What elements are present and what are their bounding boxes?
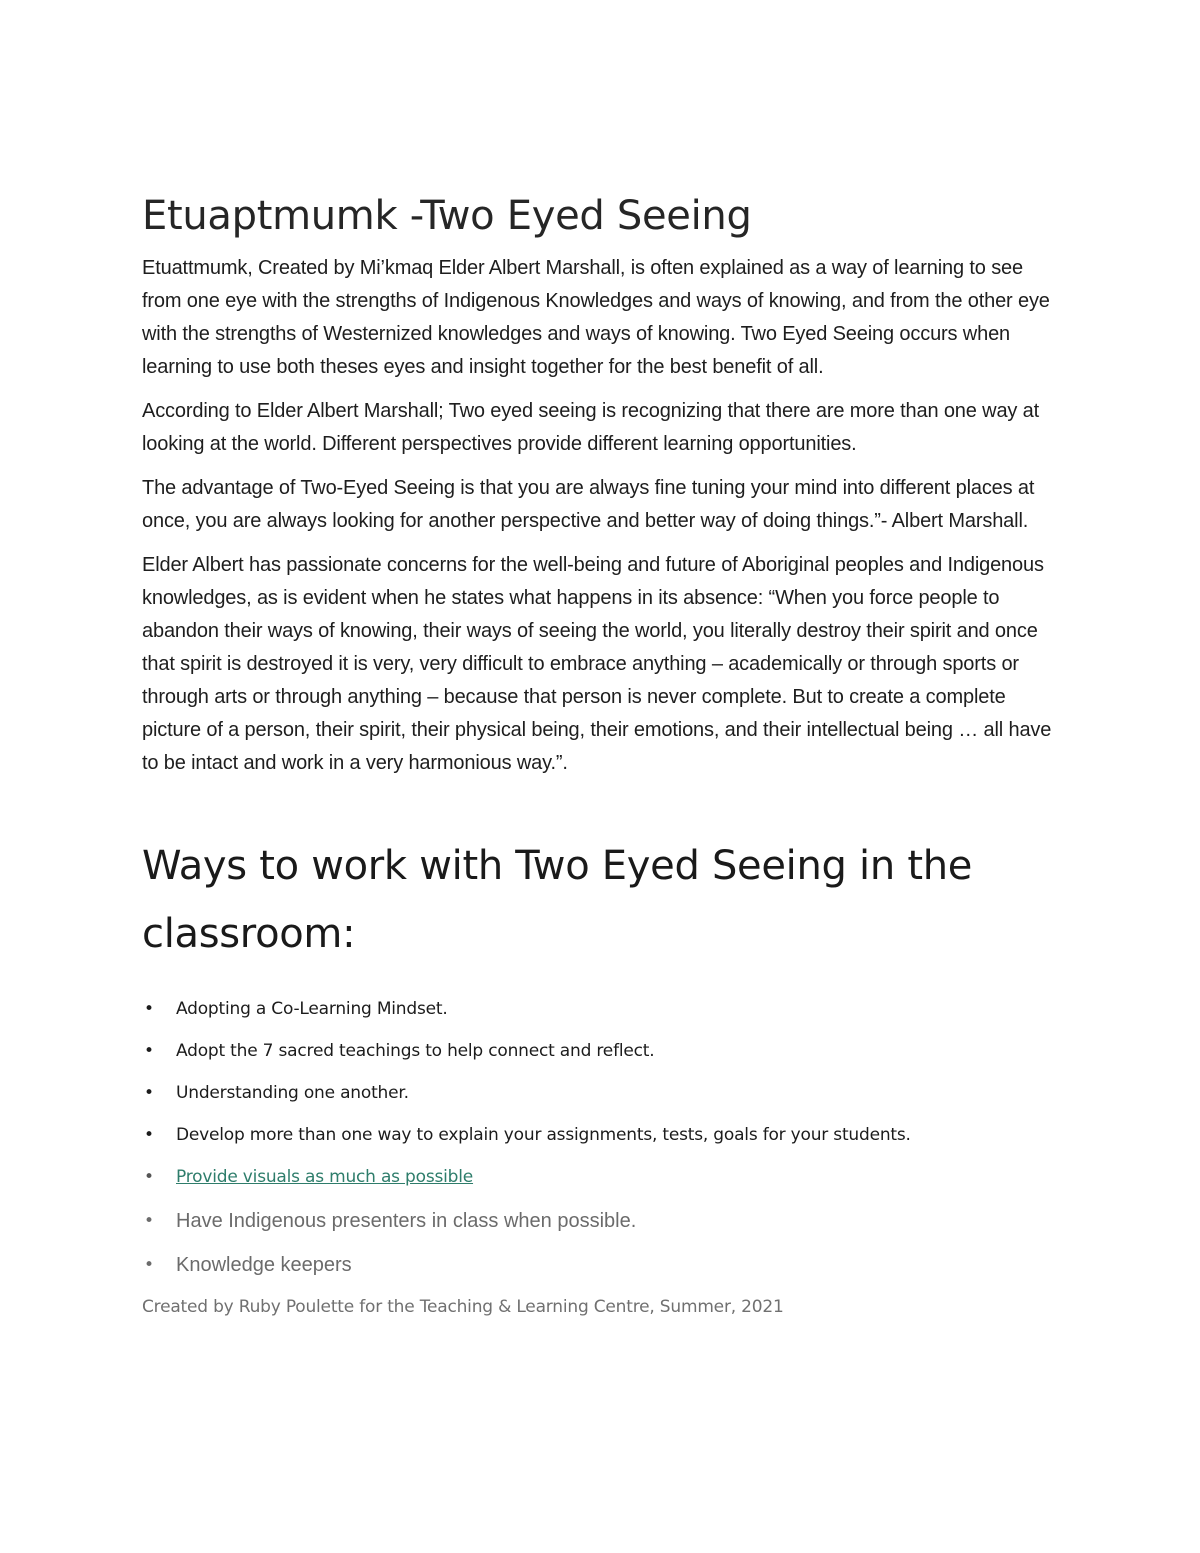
- section-heading-ways: Ways to work with Two Eyed Seeing in the classroom:: [142, 843, 973, 957]
- list-item-text: Adopt the 7 sacred teachings to help connect and reflect.: [176, 1041, 655, 1061]
- list-item-text: Adopting a Co-Learning Mindset.: [176, 999, 448, 1019]
- list-item-text: Have Indigenous presenters in class when possible.: [176, 1210, 637, 1232]
- list-item: [142, 1072, 1062, 1114]
- list-item: [142, 1243, 1062, 1287]
- list-item: [142, 1156, 1062, 1199]
- paragraph-elder-concerns: Elder Albert has passionate concerns for the well-being and future of Aboriginal peoples and Indigenous knowledges, as is evident when he states what happens in its absence: “When you force people to abandon their ways of knowing, their ways of seeing the world, you literally destroy their spirit and once that spirit is destroyed it is very, very difficult to embrace anything – academically or through sports or through arts or through anything – because that person is never complete. But to create a complete picture of a person, their spirit, their physical being, their emotions, and their intellectual being … all have to be intact and work in a very harmonious way.”.: [142, 554, 1052, 774]
- list-item: [142, 988, 1062, 1030]
- bullet-icon: •: [144, 999, 154, 1019]
- document-content: [142, 188, 1062, 1327]
- bullet-icon: •: [144, 1211, 155, 1231]
- paragraph-marshall-view: According to Elder Albert Marshall; Two eyed seeing is recognizing that there are more than one way at looking at the world. Different perspectives provide different learning opportunities.: [142, 400, 1040, 455]
- bullet-icon: •: [144, 1255, 155, 1275]
- document-title: Etuaptmumk -Two Eyed Seeing: [142, 193, 752, 239]
- ways-list: [142, 988, 1062, 1287]
- list-item: [142, 1030, 1062, 1072]
- list-item-text: Knowledge keepers: [176, 1254, 352, 1276]
- list-item-text: Understanding one another.: [176, 1083, 409, 1103]
- bullet-icon: •: [144, 1041, 154, 1061]
- document-footer-credit: Created by Ruby Poulette for the Teaching & Learning Centre, Summer, 2021: [142, 1297, 784, 1317]
- bullet-icon: •: [144, 1167, 154, 1187]
- list-item-text: Develop more than one way to explain your assignments, tests, goals for your students.: [176, 1125, 911, 1145]
- visuals-link[interactable]: Provide visuals as much as possible: [176, 1167, 474, 1187]
- bullet-icon: •: [144, 1083, 154, 1103]
- bullet-icon: •: [144, 1125, 154, 1145]
- list-item: [142, 1199, 1062, 1243]
- list-item: [142, 1114, 1062, 1156]
- paragraph-definition: Etuattmumk, Created by Mi’kmaq Elder Albert Marshall, is often explained as a way of learning to see from one eye with the strengths of Indigenous Knowledges and ways of knowing, and from the other eye with the strengths of Westernized knowledges and ways of knowing. Two Eyed Seeing occurs when learning to use both theses eyes and insight together for the best benefit of all.: [142, 257, 1050, 378]
- paragraph-advantage-quote: The advantage of Two-Eyed Seeing is that you are always fine tuning your mind into different places at once, you are always looking for another perspective and better way of doing things.”- Albert Marshall.: [142, 477, 1035, 532]
